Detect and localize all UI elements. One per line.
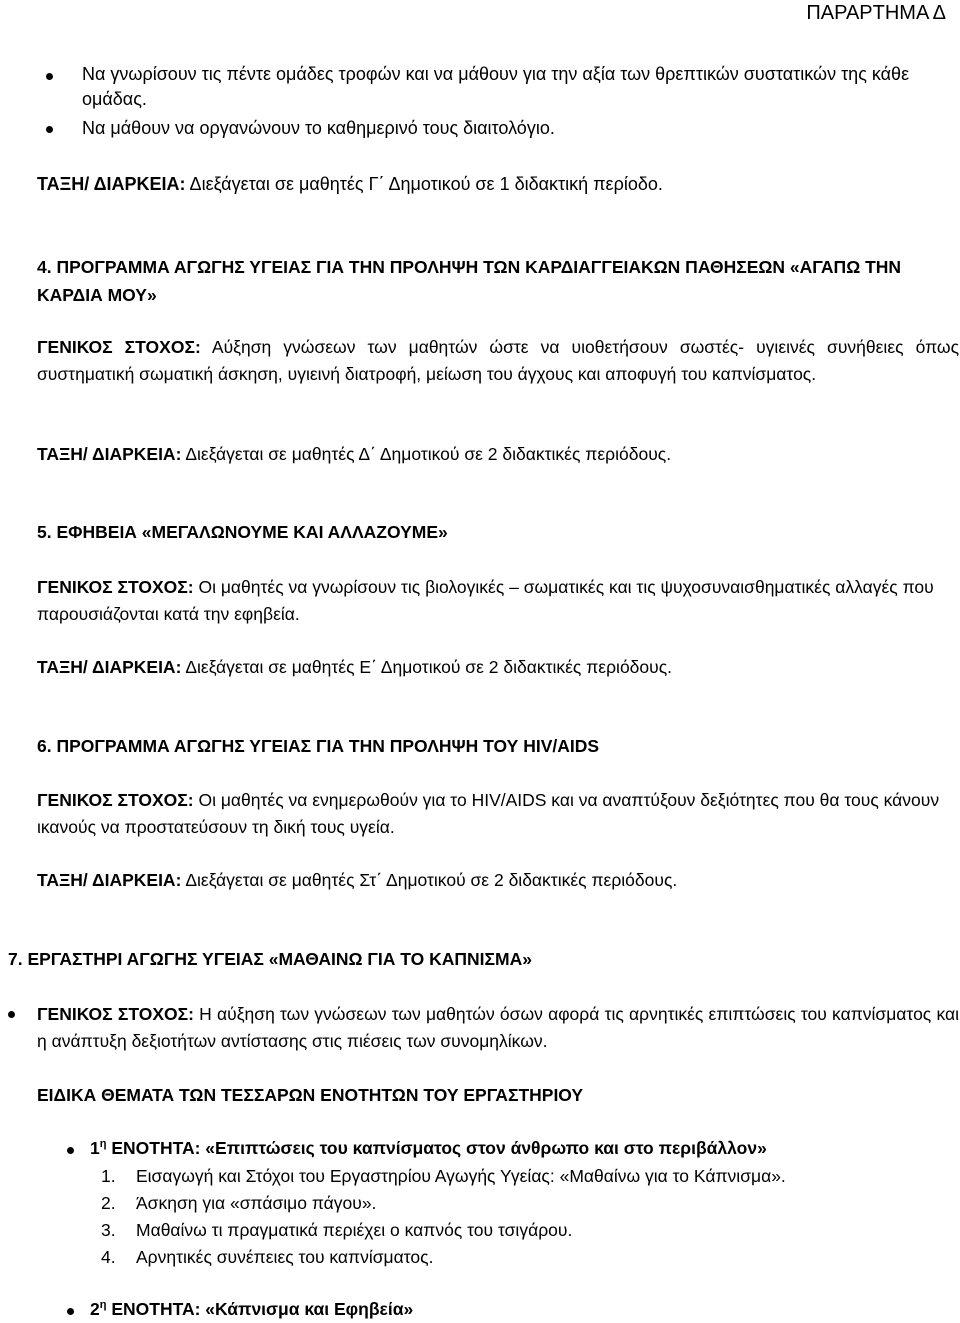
list-item [101,1244,786,1271]
section-6-goal [37,787,959,840]
item-text: Αρνητικές συνέπειες του καπνίσματος. [136,1247,434,1267]
unit-2-title [90,1296,950,1323]
goal-text: Αύξηση γνώσεων των μαθητών ώστε να υιοθετήσουν σωστές- υγιεινές συνήθειες όπως συστηματική σωματική άσκηση, υγιεινή διατροφή, μείωση του άγχους και αποφυγή του καπνίσματος. [37,337,960,384]
section-title-4: 4. ΠΡΟΓΡΑΜΜΑ ΑΓΩΓΗΣ ΥΓΕΙΑΣ ΓΙΑ ΤΗΝ ΠΡΟΛΗΨΗ ΤΩΝ ΚΑΡΔΙΑΓΓΕΙΑΚΩΝ ΠΑΘΗΣΕΩΝ «ΑΓΑΠΩ ΤΗΝ ΚΑΡΔΙΑ ΜΟΥ» [37,257,902,305]
section-4-goal [37,334,959,388]
class-label: ΤΑΞΗ/ ΔΙΑΡΚΕΙΑ: [37,870,182,890]
class-label: ΤΑΞΗ/ ΔΙΑΡΚΕΙΑ: [37,657,182,677]
item-number: 1. [101,1166,116,1186]
unit-1-title [90,1135,950,1162]
goal-text: Η αύξηση των γνώσεων των μαθητών όσων αφορά τις αρνητικές επιπτώσεις του καπνίσματος και η ανάπτυξη δεξιοτήτων αντίστασης στις πιέσεις των συνομηλίκων. [37,1004,959,1051]
list-item [101,1190,786,1217]
unit-title-text: ΕΝΟΤΗΤΑ: «Κάπνισμα και Εφηβεία» [111,1299,414,1319]
goal-label: ΓΕΝΙΚΟΣ ΣΤΟΧΟΣ: [37,790,194,810]
item-text: Μαθαίνω τι πραγματικά περιέχει ο καπνός του τσιγάρου. [136,1220,573,1240]
annex-header: ΠΑΡΑΡΤΗΜΑ Δ [806,2,946,24]
section-6-class [37,867,960,894]
section-5-goal [37,574,959,627]
class-text: Διεξάγεται σε μαθητές Στ΄ Δημοτικού σε 2 διδακτικές περιόδους. [185,870,678,890]
bullet-icon [67,1308,74,1315]
unit-1-items [101,1163,786,1271]
item-text: Εισαγωγή και Στόχοι του Εργαστηρίου Αγωγής Υγείας: «Μαθαίνω για το Κάπνισμα». [136,1166,786,1186]
unit-number: 2 [90,1299,100,1319]
goal-text: Οι μαθητές να ενημερωθούν για το HIV/AIDS και να αναπτύξουν δεξιότητες που θα τους κάνουν ικανούς να προστατεύσουν τη δική τους υγεία. [37,790,940,837]
section-5-class [37,654,960,681]
class-text: Διεξάγεται σε μαθητές Δ΄ Δημοτικού σε 2 διδακτικές περιόδους. [185,444,672,464]
section-4-class [37,441,960,468]
intro-class-line [37,171,960,198]
section-title-6: 6. ΠΡΟΓΡΑΜΜΑ ΑΓΩΓΗΣ ΥΓΕΙΑΣ ΓΙΑ ΤΗΝ ΠΡΟΛΗΨΗ ΤΟΥ HIV/AIDS [37,736,600,756]
list-item [101,1217,786,1244]
bullet-icon [8,1011,15,1018]
goal-label: ΓΕΝΙΚΟΣ ΣΤΟΧΟΣ: [37,1004,194,1024]
class-text: Διεξάγεται σε μαθητές Ε΄ Δημοτικού σε 2 διδακτικές περιόδους. [185,657,673,677]
goal-label: ΓΕΝΙΚΟΣ ΣΤΟΧΟΣ: [37,337,201,357]
goal-text: Οι μαθητές να γνωρίσουν τις βιολογικές – σωματικές και τις ψυχοσυναισθηματικές αλλαγές που παρουσιάζονται κατά την εφηβεία. [37,577,934,624]
bullet-icon [46,73,53,80]
unit-ordinal: η [99,1299,107,1312]
unit-title-text: ΕΝΟΤΗΤΑ: «Επιπτώσεις του καπνίσματος στον άνθρωπο και στο περιβάλλον» [111,1138,767,1158]
section-7-goal [37,1001,959,1054]
workshop-subtitle: ΕΙΔΙΚΑ ΘΕΜΑΤΑ ΤΩΝ ΤΕΣΣΑΡΩΝ ΕΝΟΤΗΤΩΝ ΤΟΥ ΕΡΓΑΣΤΗΡΙΟΥ [37,1085,584,1105]
class-label: ΤΑΞΗ/ ΔΙΑΡΚΕΙΑ: [37,174,186,194]
list-item [101,1163,786,1190]
class-text: Διεξάγεται σε μαθητές Γ΄ Δημοτικού σε 1 διδακτική περίοδο. [189,174,663,194]
bullet-icon [67,1147,74,1154]
unit-ordinal: η [99,1138,107,1151]
item-number: 3. [101,1220,116,1240]
class-label: ΤΑΞΗ/ ΔΙΑΡΚΕΙΑ: [37,444,182,464]
intro-bullet-2: Να μάθουν να οργανώνουν το καθημερινό τους διαιτολόγιο. [82,118,555,138]
item-number: 2. [101,1193,116,1213]
intro-bullet-1: Να γνωρίσουν τις πέντε ομάδες τροφών και να μάθουν για την αξία των θρεπτικών συστατικών της κάθε ομάδας. [82,64,910,109]
section-title-7: 7. ΕΡΓΑΣΤΗΡΙ ΑΓΩΓΗΣ ΥΓΕΙΑΣ «ΜΑΘΑΙΝΩ ΓΙΑ ΤΟ ΚΑΠΝΙΣΜΑ» [8,949,532,969]
item-text: Άσκηση για «σπάσιμο πάγου». [136,1193,377,1213]
bullet-icon [46,126,53,133]
unit-number: 1 [90,1138,100,1158]
item-number: 4. [101,1247,116,1267]
section-title-5: 5. ΕΦΗΒΕΙΑ «ΜΕΓΑΛΩΝΟΥΜΕ ΚΑΙ ΑΛΛΑΖΟΥΜΕ» [37,522,448,542]
goal-label: ΓΕΝΙΚΟΣ ΣΤΟΧΟΣ: [37,577,194,597]
